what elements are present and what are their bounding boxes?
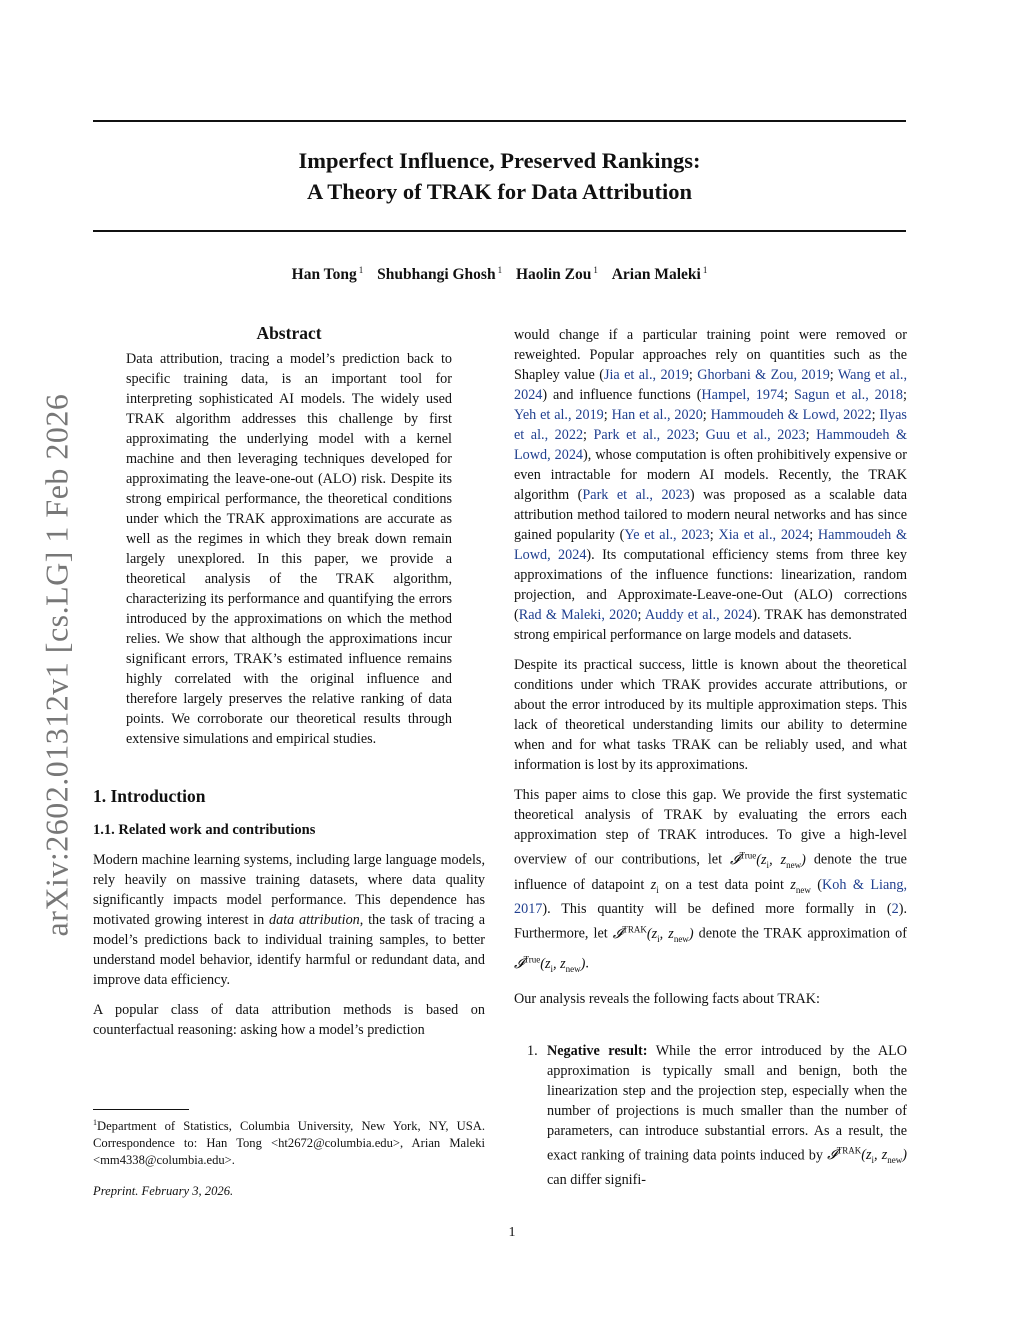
citation-link[interactable]: Yeh et al., 2019: [514, 407, 604, 423]
title-rule-bottom: [93, 230, 906, 232]
right-paragraph-1: would change if a particular training point were removed or reweighted. Popular approaches rely on quantities such as the Shapley value (Jia et al., 2019; Ghorbani & Zou, 2019; Wang et al., 2024) and influence functions (Hampel, 1974; Sagun et al., 2018; Yeh et al., 2019; Han et al., 2020; Hammoudeh & Lowd, 2022; Ilyas et al., 2022; Park et al., 2023; Guu et al., 2023; Hammoudeh & Lowd, 2024), whose computation is often prohibitively expensive or even intractable for modern AI models. Recently, the TRAK algorithm (Park et al., 2023) was proposed as a scalable data attribution method tailored to modern neural networks and has since gained popularity (Ye et al., 2023; Xia et al., 2024; Hammoudeh & Lowd, 2024). Its computational efficiency stems from three key approximations of the influence functions: linearization, random projection, and Approximate-Leave-one-Out (ALO) corrections (Rad & Maleki, 2020; Auddy et al., 2024). TRAK has demonstrated strong empirical performance on large models and datasets.: [514, 327, 908, 643]
math-znew: $z_{new}$: [790, 876, 811, 895]
list-number: 1.: [527, 1042, 538, 1059]
citation-link[interactable]: Ilyas et al., 2022: [514, 407, 907, 443]
citation-link[interactable]: Sagun et al., 2018: [793, 387, 904, 403]
abstract-text: Data attribution, tracing a model’s prediction back to specific training data, is an important tool for interpreting sophisticated AI models. The widely used TRAK algorithm addresses this challenge by first approximating the underlying model with a kernel machine and then leveraging techniques developed for approximating the leave-one-out (ALO) risk. Despite its strong empirical performance, the theoretical conditions under which the TRAK approximations are accurate as well as the regimes in which they break down remain largely unexplored. In this paper, we provide a theoretical analysis of the TRAK algorithm, characterizing its performance and quantifying the errors introduced by the approximations on which the method relies. We show that although the approximations incur significant errors, TRAK’s estimated influence remains highly correlated with the original influence and therefore largely preserves the relative ranking of data points. We corroborate our theoretical results through extensive simulations and empirical studies.: [126, 351, 452, 747]
affiliation-mark: 1: [593, 265, 598, 275]
affiliation-mark: 1: [497, 265, 503, 275]
author-name: Shubhangi Ghosh: [377, 266, 496, 284]
author: [612, 265, 708, 284]
section-heading-introduction: 1. Introduction: [93, 786, 206, 806]
math-influence-trak: $𝓘^{TRAK}(z_i$, $z_{new}$): [612, 924, 694, 944]
right-paragraph-2: Despite its practical success, little is known about the theoretical conditions under which TRAK provides accurate attributions, or about the error introduced by its multiple approximation steps. This lack of theoretical understanding limits our ability to determine when and for what tasks TRAK can be reliably used, and what information is lost by its approximations.: [514, 657, 907, 773]
footnote-mark: 1: [93, 1118, 97, 1127]
citation-link[interactable]: Auddy et al., 2024: [644, 607, 753, 623]
equation-reference-link[interactable]: 2: [891, 901, 899, 918]
citation-link[interactable]: Ghorbani & Zou, 2019: [697, 367, 830, 383]
fact-label: Negative result:: [547, 1042, 648, 1059]
citation-link[interactable]: Han et al., 2020: [611, 407, 703, 423]
citation-link[interactable]: Rad & Maleki, 2020: [518, 607, 638, 623]
list-item: 1. Negative result: While the error introduced by the ALO approximation is typically small and benign, both the linearization step and the projection step, especially when the number of projections is much smaller than the number of parameters, can introduce substantial errors. As a result, the exact ranking of training data points induced by $𝓘^{TRAK}(z_i$, $z_{new}$) can differ signifi-: [527, 1042, 907, 1189]
author-list: [93, 265, 906, 284]
author: [377, 265, 502, 284]
citation-link[interactable]: Park et al., 2023: [593, 427, 696, 443]
footnote-rule: [93, 1109, 189, 1110]
citation-link[interactable]: Xia et al., 2024: [718, 527, 810, 543]
math-zi: $z_i$: [650, 876, 659, 895]
left-column: [93, 320, 485, 1040]
math-influence-true: $𝓘^{True}(z_i$, $z_{new}$): [730, 850, 806, 870]
citation-link[interactable]: Hammoudeh & Lowd, 2022: [710, 407, 872, 423]
author: [292, 265, 364, 284]
citation-link[interactable]: Hammoudeh & Lowd, 2024: [514, 527, 908, 563]
footnote: [93, 1114, 485, 1169]
author-name: Han Tong: [291, 266, 357, 284]
citation-link[interactable]: Hammoudeh & Lowd, 2024: [514, 427, 908, 463]
arxiv-identifier-stamp: arXiv:2602.01312v1 [cs.LG] 1 Feb 2026: [38, 393, 75, 937]
footnote-text: Department of Statistics, Columbia University, New York, NY, USA. Correspondence to: Han Tong <ht2672@columbia.edu>, Arian Maleki <mm4338@columbia.edu>.: [93, 1119, 485, 1168]
citation-link[interactable]: Guu et al., 2023: [705, 427, 806, 443]
citation-link[interactable]: Wang et al., 2024: [514, 367, 907, 403]
citation-link[interactable]: Koh & Liang, 2017: [514, 876, 908, 918]
author-name: Haolin Zou: [515, 266, 592, 284]
right-paragraph-4: Our analysis reveals the following facts about TRAK:: [514, 990, 820, 1007]
citation-link[interactable]: Jia et al., 2019: [603, 367, 689, 383]
page-number: 1: [508, 1225, 516, 1240]
title-rule-top: [93, 120, 906, 122]
paper-title: [93, 145, 906, 207]
right-column: [514, 325, 907, 1190]
affiliation-mark: 1: [702, 265, 708, 275]
title-line-1: Imperfect Influence, Preserved Rankings:: [298, 148, 701, 173]
author-name: Arian Maleki: [611, 266, 701, 284]
subsection-heading-related-work: 1.1. Related work and contributions: [93, 822, 316, 838]
emphasis-term: data attribution: [269, 912, 360, 928]
abstract-heading: Abstract: [256, 323, 322, 343]
citation-link[interactable]: Hampel, 1974: [701, 387, 785, 403]
affiliation-mark: 1: [358, 265, 364, 275]
math-influence-true: $𝓘^{True}(z_i$, $z_{new}$): [514, 953, 586, 974]
right-paragraph-3: This paper aims to close this gap. We provide the first systematic theoretical analysis of TRAK by evaluating the errors each approximation step of TRAK introduces. To give a high-level overview of our contributions, let $𝓘^{True}(z_i$, $z_{new}$) denote the true influence of datapoint $z_i$ on a test data point $z_{new}$ (Koh & Liang, 2017). This quantity will be defined more formally in (2). Furthermore, let $𝓘^{TRAK}(z_i$, $z_{new}$) denote the TRAK approximation of $𝓘^{True}(z_i$, $z_{new}$).: [514, 787, 908, 974]
math-influence-trak: $𝓘^{TRAK}(z_i$, $z_{new}$): [827, 1145, 907, 1166]
intro-paragraph-2: A popular class of data attribution methods is based on counterfactual reasoning: asking how a model’s prediction: [93, 1002, 485, 1038]
citation-link[interactable]: Park et al., 2023: [582, 487, 690, 503]
title-line-2: A Theory of TRAK for Data Attribution: [306, 179, 693, 204]
author: [516, 265, 598, 284]
preprint-date: Preprint. February 3, 2026.: [93, 1184, 234, 1198]
citation-link[interactable]: Ye et al., 2023: [624, 527, 710, 543]
intro-paragraph-1: Modern machine learning systems, including large language models, rely heavily on massive training datasets, where data quality significantly impacts model performance. This dependence has motivated growing interest in data attribution, the task of tracing a model’s predictions back to individual training samples, to better understand model behavior, identify harmful or redundant data, and improve data efficiency.: [93, 852, 486, 988]
